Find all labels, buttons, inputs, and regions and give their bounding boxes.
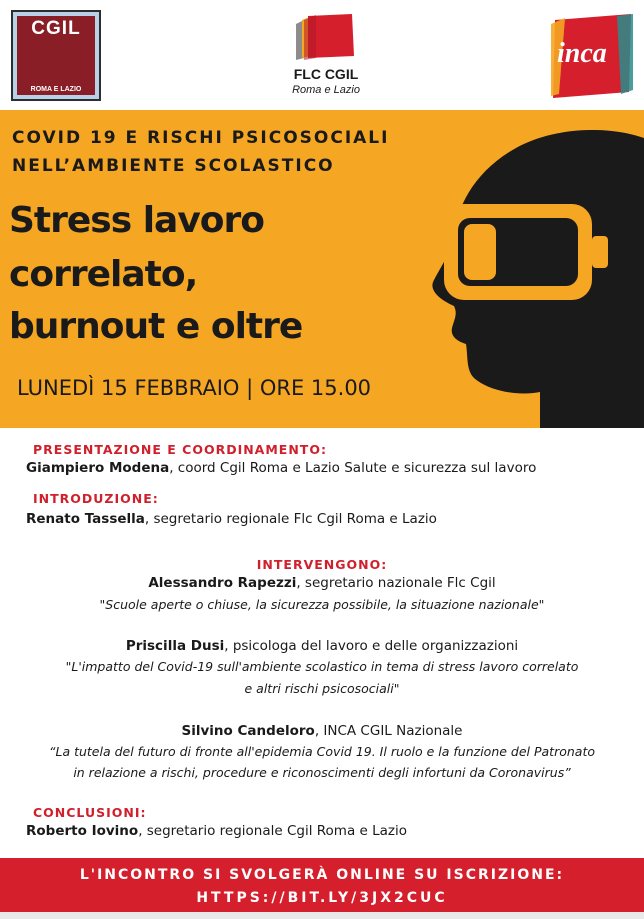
- presentation-role: , coord Cgil Roma e Lazio Salute e sicurezza sul lavoro: [169, 460, 537, 476]
- speaker-3-quote-line-2: in relazione a rischi, procedure e riconoscimenti degli infortuni da Coronavirus”: [73, 765, 571, 780]
- speaker-1-name: Alessandro Rapezzi: [148, 575, 297, 591]
- event-title-line-2: correlato,: [9, 254, 198, 295]
- speaker-1-role: , segretario nazionale Flc Cgil: [296, 575, 496, 591]
- speaker-2: [0, 638, 644, 654]
- speaker-2-role: , psicologa del lavoro e delle organizzazioni: [224, 638, 519, 654]
- conclusions-role: , segretario regionale Cgil Roma e Lazio: [138, 823, 407, 839]
- speaker-3: [0, 723, 644, 739]
- speaker-1-quote: "Scuole aperte o chiuse, la sicurezza possibile, la situazione nazionale": [99, 597, 545, 612]
- event-banner: [0, 110, 644, 428]
- event-title-line-3: burnout e oltre: [9, 306, 303, 347]
- inca-logo: [551, 14, 633, 98]
- speaker-3-name: Silvino Candeloro: [181, 723, 315, 739]
- inca-logo-name: inca: [557, 38, 607, 69]
- flc-flag-icon: [294, 14, 356, 64]
- speaker-1: [0, 575, 644, 591]
- intro-speaker: [26, 511, 437, 527]
- intro-label: INTRODUZIONE:: [33, 491, 159, 506]
- head-with-low-battery-icon: [370, 130, 644, 428]
- event-title-line-1: Stress lavoro: [9, 200, 265, 241]
- conclusions-speaker: [26, 823, 407, 839]
- presentation-speaker: [26, 460, 536, 476]
- conclusions-name: Roberto Iovino: [26, 823, 139, 839]
- speaker-3-role: , INCA CGIL Nazionale: [314, 723, 463, 739]
- speaker-2-quote-line-2: e altri rischi psicosociali": [244, 681, 400, 696]
- speaker-2-name: Priscilla Dusi: [125, 638, 225, 654]
- cgil-logo: [11, 10, 101, 101]
- flc-logo-name: FLC CGIL: [293, 66, 359, 82]
- flc-cgil-logo: [280, 14, 372, 102]
- intro-role: , segretario regionale Flc Cgil Roma e Lazio: [144, 511, 437, 527]
- subject-line-2: NELL’AMBIENTE SCOLASTICO: [12, 156, 335, 176]
- flc-logo-sub: Roma e Lazio: [292, 84, 360, 96]
- speaker-3-quote-line-1: “La tutela del futuro di fronte all'epidemia Covid 19. Il ruolo e la funzione del Patronato: [49, 744, 595, 759]
- event-program: [0, 428, 644, 858]
- presentation-label: PRESENTAZIONE E COORDINAMENTO:: [33, 442, 327, 457]
- presentation-name: Giampiero Modena: [26, 460, 170, 476]
- bottom-strip: [0, 912, 644, 919]
- cgil-logo-square: [17, 16, 95, 95]
- intro-name: Renato Tassella: [26, 511, 145, 527]
- logo-header: [0, 0, 644, 110]
- cgil-logo-sub: ROMA E LAZIO: [30, 86, 82, 93]
- conclusions-label: CONCLUSIONI:: [33, 805, 147, 820]
- registration-link[interactable]: HTTPS://BIT.LY/3JX2CUC: [196, 890, 448, 906]
- registration-text: L'INCONTRO SI SVOLGERÀ ONLINE SU ISCRIZIONE:: [79, 867, 565, 883]
- registration-footer: [0, 858, 644, 912]
- subject-line-1: COVID 19 E RISCHI PSICOSOCIALI: [12, 128, 390, 148]
- speaker-2-quote-line-1: "L'impatto del Covid-19 sull'ambiente scolastico in tema di stress lavoro correlato: [65, 659, 579, 674]
- event-date: LUNEDÌ 15 FEBBRAIO | ORE 15.00: [17, 376, 372, 400]
- speakers-label: INTERVENGONO:: [256, 557, 388, 572]
- cgil-logo-name: CGIL: [31, 18, 81, 39]
